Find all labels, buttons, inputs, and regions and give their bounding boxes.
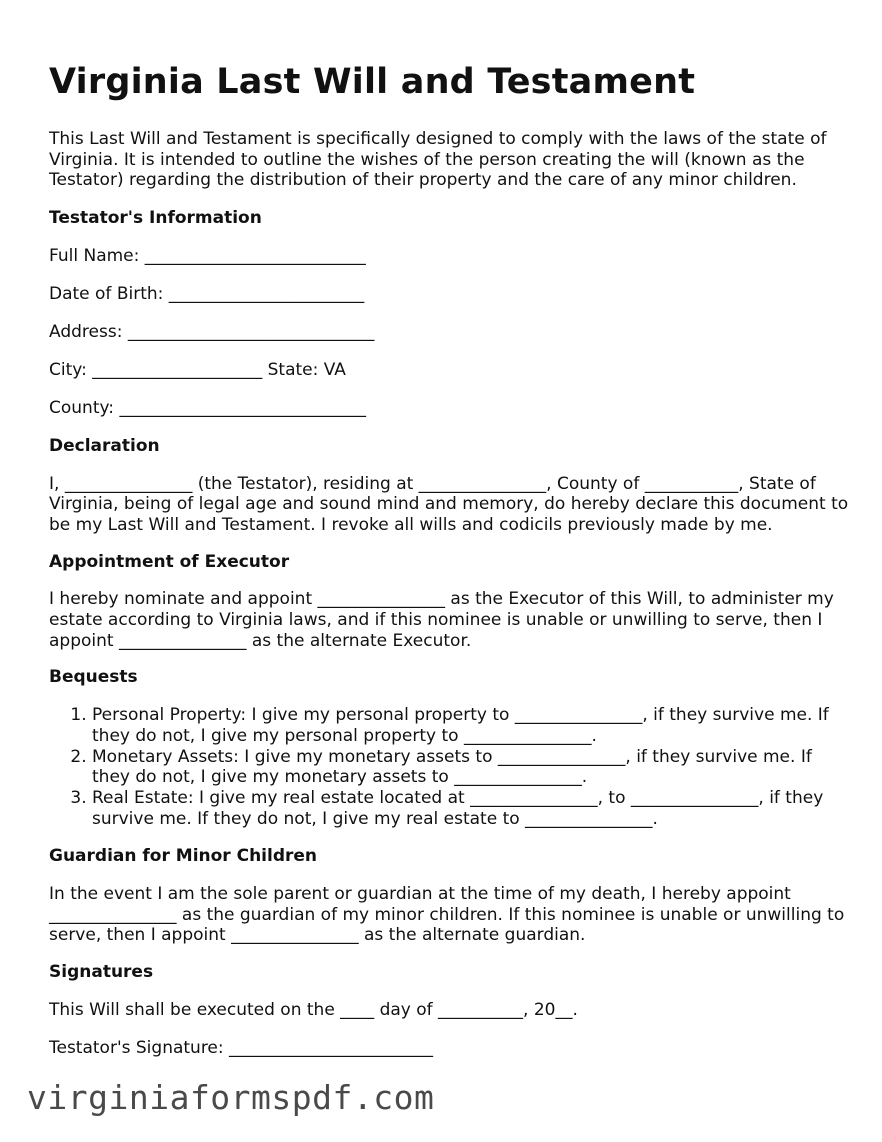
signatures-heading: Signatures <box>49 962 154 983</box>
execution-date-field[interactable]: This Will shall be executed on the ____ day of __________, 20__. <box>49 999 578 1020</box>
list-item: 3. Real Estate: I give my real estate located at _______________, to _______________, if they survive me. If they do not, I give my real estate to _______________. <box>92 788 849 829</box>
date-of-birth-field[interactable]: Date of Birth: _______________________ <box>49 283 365 304</box>
executor-heading: Appointment of Executor <box>49 551 290 572</box>
declaration-paragraph: I, _______________ (the Testator), residing at _______________, County of ___________, State of Virginia, being of legal age and sound mind and memory, do hereby declare this document to be my Last Will and Testament. I revoke all wills and codicils previously made by me. <box>49 473 849 535</box>
full-name-field[interactable]: Full Name: __________________________ <box>49 245 366 266</box>
testator-heading: Testator's Information <box>49 208 262 229</box>
executor-paragraph: I hereby nominate and appoint _______________ as the Executor of this Will, to administer my estate according to Virginia laws, and if this nominee is unable or unwilling to serve, then I appoint _______________ as the alternate Executor. <box>49 589 834 651</box>
testator-signature-field[interactable]: Testator's Signature: ________________________ <box>49 1037 434 1058</box>
city-state-field[interactable]: City: ____________________ State: VA <box>49 359 346 380</box>
guardian-paragraph: In the event I am the sole parent or guardian at the time of my death, I hereby appoint _______________ as the guardian of my minor children. If this nominee is unable or unwilling to serve, then I appoint _______________ as the alternate guardian. <box>49 884 845 946</box>
bequests-list <box>49 705 849 829</box>
address-field[interactable]: Address: _____________________________ <box>49 321 375 342</box>
site-watermark: virginiaformspdf.com <box>27 1078 435 1117</box>
list-item: 1. Personal Property: I give my personal property to _______________, if they survive me. If they do not, I give my personal property to _______________. <box>92 705 849 746</box>
bequests-heading: Bequests <box>49 667 138 688</box>
declaration-heading: Declaration <box>49 435 160 456</box>
intro-paragraph: This Last Will and Testament is specifically designed to comply with the laws of the state of Virginia. It is intended to outline the wishes of the person creating the will (known as the Testator) regarding the distribution of their property and the care of any minor children. <box>49 129 827 191</box>
document-page <box>49 60 849 1076</box>
list-item: 2. Monetary Assets: I give my monetary assets to _______________, if they survive me. If they do not, I give my monetary assets to _______________. <box>92 747 849 788</box>
county-field[interactable]: County: _____________________________ <box>49 397 366 418</box>
document-title: Virginia Last Will and Testament <box>49 62 696 102</box>
guardian-heading: Guardian for Minor Children <box>49 846 318 867</box>
